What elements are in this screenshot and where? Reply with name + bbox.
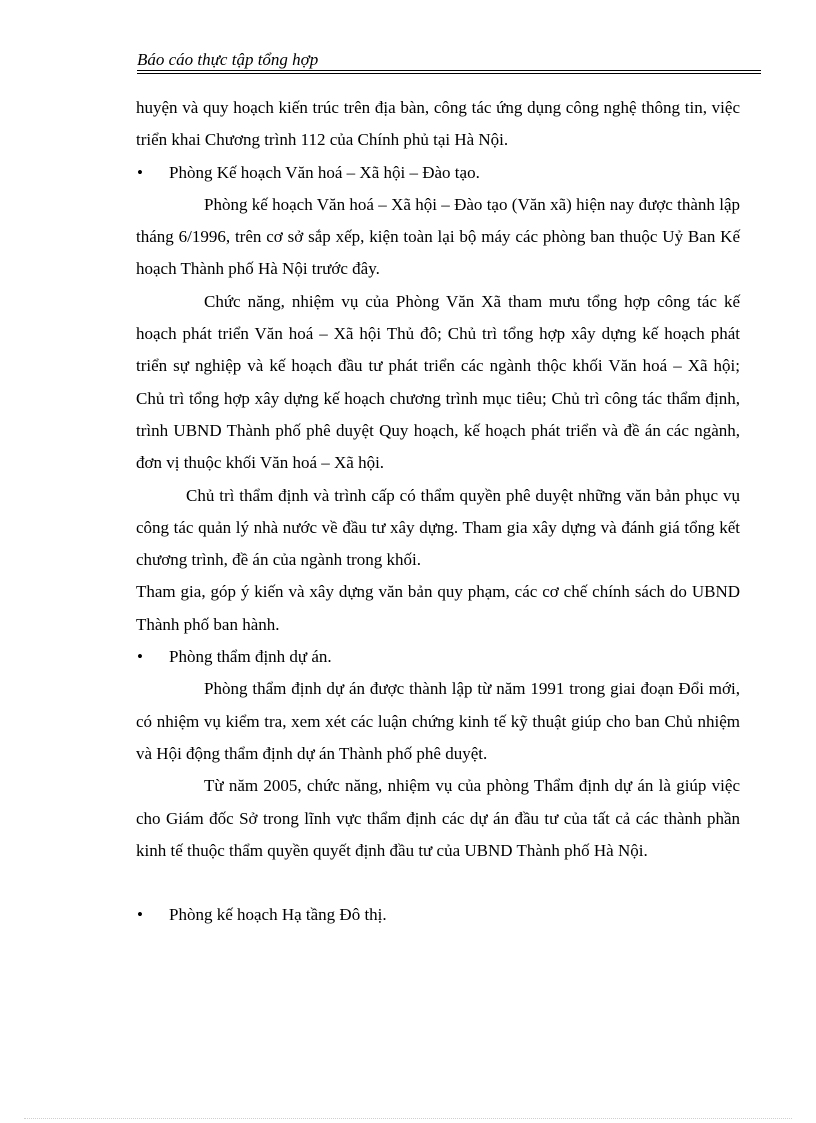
- running-header: Báo cáo thực tập tổng hợp: [137, 50, 319, 69]
- bullet-item-van-hoa: [136, 157, 740, 189]
- bullet-icon: •: [137, 905, 143, 925]
- paragraph: Chức năng, nhiệm vụ của Phòng Văn Xã tham mưu tổng hợp công tác kế hoạch phát triển Văn hoá – Xã hội Thủ đô; Chủ trì tổng hợp xây dựng kế hoạch phát triển sự nghiệp và kế hoạch đầu tư phát triển các ngành thộc khối Văn hoá – Xã hội; Chủ trì tổng hợp xây dựng kế hoạch chương trình mục tiêu; Chủ trì công tác thẩm định, trình UBND Thành phố phê duyệt Quy hoạch, kế hoạch phát triển và đề án các ngành, đơn vị thuộc khối Văn hoá – Xã hội.: [136, 291, 740, 473]
- bullet-item-tham-dinh: [136, 641, 740, 673]
- paragraph: Tham gia, góp ý kiến và xây dựng văn bản quy phạm, các cơ chế chính sách do UBND Thành phố ban hành.: [136, 582, 740, 634]
- blank-line: [136, 867, 740, 899]
- bullet-item-ha-tang: [136, 899, 740, 931]
- bullet-label: Phòng kế hoạch Hạ tầng Đô thị.: [169, 905, 387, 925]
- paragraph: Phòng kế hoạch Văn hoá – Xã hội – Đào tạo (Văn xã) hiện nay được thành lập tháng 6/1996, trên cơ sở sắp xếp, kiện toàn lại bộ máy các phòng ban thuộc Uỷ Ban Kế hoạch Thành phố Hà Nội trước đây.: [136, 194, 740, 279]
- document-body: [136, 92, 740, 931]
- bullet-icon: •: [137, 647, 143, 667]
- bullet-label: Phòng Kế hoạch Văn hoá – Xã hội – Đào tạo.: [169, 162, 480, 182]
- paragraph: Chủ trì thẩm định và trình cấp có thẩm quyền phê duyệt những văn bản phục vụ công tác quản lý nhà nước về đầu tư xây dựng. Tham gia xây dựng và đánh giá tổng kết chương trình, đề án của ngành trong khối.: [136, 485, 740, 570]
- header-rule-top: [137, 70, 761, 71]
- bullet-icon: •: [137, 162, 143, 182]
- paragraph: Từ năm 2005, chức năng, nhiệm vụ của phòng Thẩm định dự án là giúp việc cho Giám đốc Sở trong lĩnh vực thẩm định các dự án đầu tư của tất cả các thành phần kinh tế thuộc thẩm quyền quyết định đầu tư của UBND Thành phố Hà Nội.: [136, 776, 740, 860]
- paragraph: Phòng thẩm định dự án được thành lập từ năm 1991 trong giai đoạn Đổi mới, có nhiệm vụ kiểm tra, xem xét các luận chứng kinh tế kỹ thuật giúp cho ban Chủ nhiệm và Hội động thẩm định dự án Thành phố phê duyệt.: [136, 679, 740, 763]
- bullet-label: Phòng thẩm định dự án.: [169, 647, 332, 667]
- page-bottom-border: [24, 1118, 792, 1119]
- header-rule-bottom: [137, 73, 761, 74]
- paragraph-continuation: huyện và quy hoạch kiến trúc trên địa bàn, công tác ứng dụng công nghệ thông tin, việc triển khai Chương trình 112 của Chính phủ tại Hà Nội.: [136, 98, 740, 150]
